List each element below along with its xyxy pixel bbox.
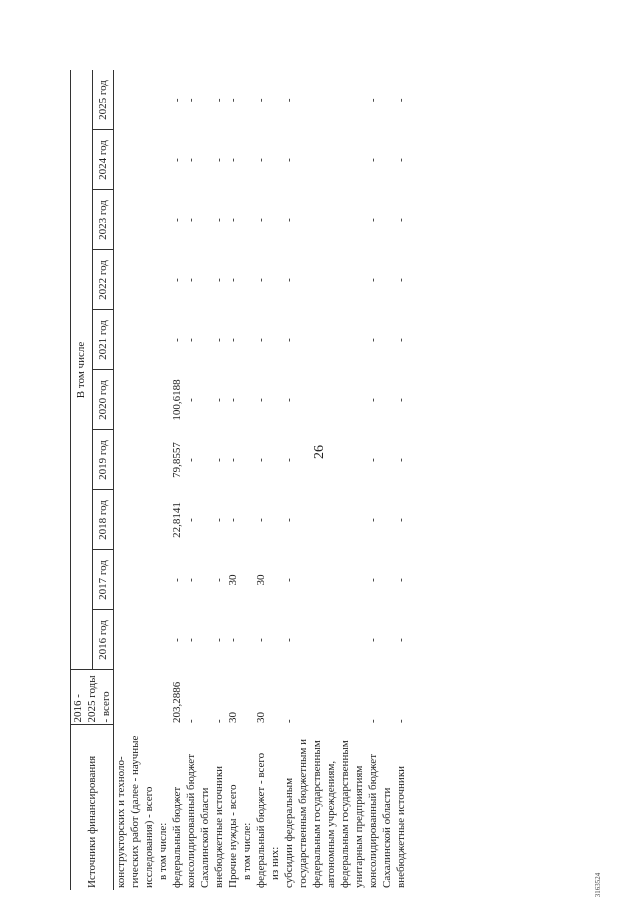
row-total: [156, 670, 170, 725]
row-value: [240, 370, 254, 430]
row-value: -: [283, 338, 295, 342]
row-value: -: [367, 458, 379, 462]
row-value: -: [185, 458, 197, 462]
document-id: 3163524: [594, 872, 602, 898]
row-value: -: [171, 158, 183, 162]
row-value: [156, 250, 170, 310]
header-year: 2018 год: [92, 490, 114, 550]
row-value: -: [395, 458, 407, 462]
table-row: [240, 71, 254, 891]
row-value: [268, 310, 282, 370]
row-total: -: [283, 719, 295, 723]
row-value: -: [367, 518, 379, 522]
row-value: [268, 71, 282, 131]
row-total: [240, 670, 254, 725]
row-label: внебюджетные источники: [213, 765, 225, 888]
row-value: -: [255, 458, 267, 462]
row-label: федеральный бюджет: [171, 786, 183, 888]
row-value: -: [213, 218, 225, 222]
row-value: [268, 250, 282, 310]
row-value: [268, 430, 282, 490]
table-row: [254, 71, 268, 891]
row-value: -: [185, 638, 197, 642]
row-value: [156, 190, 170, 250]
header-year: 2017 год: [92, 550, 114, 610]
row-total: 30: [255, 712, 267, 723]
table-row: [268, 71, 282, 891]
row-value: -: [213, 158, 225, 162]
row-value: -: [283, 398, 295, 402]
row-value: [114, 370, 157, 430]
row-total: 30: [227, 712, 239, 723]
row-value: -: [395, 218, 407, 222]
row-value: [156, 610, 170, 670]
row-value: [114, 71, 157, 131]
row-value: [240, 71, 254, 131]
row-value: [268, 130, 282, 190]
row-value: [268, 490, 282, 550]
row-value: -: [185, 578, 197, 582]
row-label: Прочие нужды - всего: [227, 784, 239, 888]
row-value: -: [367, 338, 379, 342]
row-value: -: [171, 218, 183, 222]
row-value: [114, 610, 157, 670]
row-value: [240, 310, 254, 370]
row-label: федеральный бюджет - всего: [255, 752, 267, 888]
row-value: [156, 490, 170, 550]
header-year: 2022 год: [92, 250, 114, 310]
row-value: -: [185, 218, 197, 222]
row-value: -: [255, 278, 267, 282]
row-value: -: [171, 278, 183, 282]
header-year: 2025 год: [92, 71, 114, 131]
row-value: [156, 130, 170, 190]
row-value: 30: [227, 574, 239, 586]
row-total: -: [367, 719, 379, 723]
row-value: -: [255, 218, 267, 222]
row-value: -: [213, 518, 225, 522]
row-value: -: [227, 518, 239, 522]
row-total: -: [185, 719, 197, 723]
row-total: [268, 670, 282, 725]
row-value: [240, 250, 254, 310]
row-value: -: [255, 338, 267, 342]
table-row: [394, 71, 408, 891]
row-value: -: [185, 278, 197, 282]
row-value: -: [395, 278, 407, 282]
row-value: -: [213, 458, 225, 462]
row-value: -: [367, 98, 379, 103]
row-value: -: [367, 398, 379, 402]
row-value: [156, 430, 170, 490]
header-year: 2016 год: [92, 610, 114, 670]
row-value: -: [283, 158, 295, 162]
row-value: [240, 130, 254, 190]
row-value: -: [283, 578, 295, 582]
row-value: -: [367, 578, 379, 582]
row-value: [240, 490, 254, 550]
row-value: -: [171, 638, 183, 642]
row-value: -: [255, 398, 267, 402]
row-value: -: [283, 278, 295, 282]
row-value: -: [395, 578, 407, 582]
row-value: [268, 190, 282, 250]
row-value: [240, 610, 254, 670]
row-value: [114, 250, 157, 310]
table-body: [114, 71, 409, 891]
row-value: -: [185, 338, 197, 342]
row-value: 22,8141: [171, 502, 183, 538]
row-value: -: [185, 518, 197, 522]
row-value: -: [395, 398, 407, 402]
row-value: [114, 550, 157, 610]
row-value: -: [227, 218, 239, 222]
row-value: [240, 550, 254, 610]
row-value: -: [213, 98, 225, 103]
row-label: в том числе:: [157, 822, 169, 880]
row-value: -: [367, 218, 379, 222]
row-label: из них:: [269, 846, 281, 880]
row-value: -: [213, 278, 225, 282]
row-value: -: [255, 98, 267, 103]
row-value: -: [227, 158, 239, 162]
row-value: -: [367, 158, 379, 162]
row-value: -: [171, 338, 183, 342]
row-value: -: [367, 278, 379, 282]
header-year: 2021 год: [92, 310, 114, 370]
row-value: -: [227, 638, 239, 642]
row-value: [156, 310, 170, 370]
row-value: -: [395, 98, 407, 103]
header-year: 2020 год: [92, 370, 114, 430]
row-value: -: [283, 638, 295, 642]
row-value: [114, 430, 157, 490]
row-value: [156, 370, 170, 430]
row-value: [114, 310, 157, 370]
row-total: 203,2886: [171, 681, 183, 723]
row-value: -: [185, 98, 197, 103]
row-value: -: [213, 578, 225, 582]
row-label: внебюджетные источники: [395, 765, 407, 888]
table-row: [212, 71, 226, 891]
row-value: [240, 190, 254, 250]
row-value: -: [227, 458, 239, 462]
row-value: -: [367, 638, 379, 642]
table-row: [114, 71, 157, 891]
row-value: -: [213, 338, 225, 342]
page-number: 26: [312, 445, 327, 459]
row-label: консолидированный бюджет Сахалинской области: [367, 754, 393, 888]
row-label: субсидии федеральным государственным бюджетным и федеральным государственным автономным учреждениям, федеральным государственным унитарным предприятиям: [283, 739, 365, 888]
row-value: -: [171, 578, 183, 582]
row-label: консолидированный бюджет Сахалинской области: [185, 754, 211, 888]
row-value: -: [185, 398, 197, 402]
row-value: -: [213, 398, 225, 402]
row-value: [114, 190, 157, 250]
row-value: [114, 490, 157, 550]
table-header: [71, 71, 114, 891]
row-value: -: [255, 638, 267, 642]
table-row: [156, 71, 170, 891]
table-row: [282, 71, 366, 891]
table-row: [366, 71, 394, 891]
row-value: -: [255, 158, 267, 162]
row-value: [268, 610, 282, 670]
row-value: -: [185, 158, 197, 162]
row-value: -: [395, 638, 407, 642]
table-row: [226, 71, 240, 891]
header-total: 2016 - 2025 годы - всего: [71, 670, 114, 725]
row-value: 30: [255, 574, 267, 586]
table-row: [170, 71, 184, 891]
header-year: 2023 год: [92, 190, 114, 250]
row-label: в том числе:: [241, 822, 253, 880]
row-value: -: [227, 338, 239, 342]
row-value: -: [283, 98, 295, 103]
row-total: -: [213, 719, 225, 723]
row-label: конструкторских и техноло-гических работ (далее - научные исследования) - всего: [115, 735, 155, 888]
header-source: Источники финансирования: [71, 725, 114, 890]
row-value: 100,6188: [171, 379, 183, 421]
row-value: -: [213, 638, 225, 642]
row-value: [268, 550, 282, 610]
row-value: [240, 430, 254, 490]
header-year: 2024 год: [92, 130, 114, 190]
row-value: -: [227, 278, 239, 282]
row-value: -: [227, 98, 239, 103]
table-row: [184, 71, 212, 891]
financing-table: [70, 71, 408, 891]
header-year: 2019 год: [92, 430, 114, 490]
row-value: -: [171, 98, 183, 103]
row-value: -: [283, 458, 295, 462]
row-value: -: [283, 518, 295, 522]
row-total: -: [395, 719, 407, 723]
rotated-table-sheet: [70, 40, 570, 890]
header-group: В том числе: [71, 71, 93, 671]
row-value: -: [395, 158, 407, 162]
row-value: [114, 130, 157, 190]
row-total: [114, 670, 157, 725]
row-value: -: [283, 218, 295, 222]
row-value: 79,8557: [171, 442, 183, 478]
row-value: -: [395, 518, 407, 522]
row-value: -: [227, 398, 239, 402]
row-value: [268, 370, 282, 430]
row-value: -: [255, 518, 267, 522]
row-value: [156, 550, 170, 610]
row-value: [156, 71, 170, 131]
row-value: -: [395, 338, 407, 342]
